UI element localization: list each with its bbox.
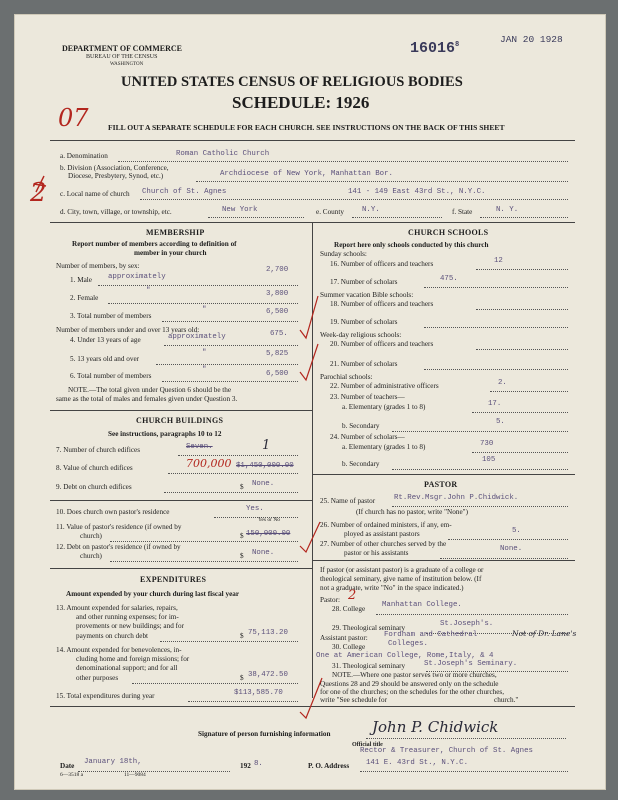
q19-label: 19. Number of scholars xyxy=(330,318,398,326)
q9-value: None. xyxy=(252,480,275,488)
q12-value: None. xyxy=(252,549,275,557)
state-value: N. Y. xyxy=(496,206,519,214)
q4-note: approximately xyxy=(168,333,226,341)
q6-note: " xyxy=(202,366,207,374)
q7-value: Seven. xyxy=(186,443,213,451)
denomination-label: a. Denomination xyxy=(60,152,108,160)
q23a-value: 17. xyxy=(488,400,502,408)
sunday-schools: Sunday schools: xyxy=(320,250,367,258)
q6-value: 6,500 xyxy=(266,370,289,378)
q13-line-4: payments on church debt xyxy=(76,632,149,640)
q13-line-2: and other running expenses; for im- xyxy=(76,613,179,621)
q25-label: 25. Name of pastor xyxy=(320,497,376,505)
q2-label: 2. Female xyxy=(70,294,99,302)
q7-label: 7. Number of church edifices xyxy=(56,446,141,454)
q24a-value: 730 xyxy=(480,440,494,448)
q28-label: 28. College xyxy=(332,605,366,613)
pastor-note-4b: church." xyxy=(494,696,519,704)
q25-value: Rt.Rev.Msgr.John P.Chidwick. xyxy=(394,494,519,502)
q15-label: 15. Total expenditures during year xyxy=(56,692,155,700)
q5-value: 5,825 xyxy=(266,350,289,358)
q8-correction: 700,000 xyxy=(186,457,232,470)
graduate-line-1: If pastor (or assistant pastor) is a graduate of a college or xyxy=(320,566,484,574)
q16-value: 12 xyxy=(494,257,503,265)
q14-line-4: other purposes xyxy=(76,674,119,682)
q3-note: " xyxy=(202,306,207,314)
q25-note: (If church has no pastor, write "None") xyxy=(356,508,468,516)
official-title-value: Rector & Treasurer, Church of St. Agnes xyxy=(360,747,533,755)
local-name-value: Church of St. Agnes xyxy=(142,188,227,196)
q1-note: approximately xyxy=(108,273,166,281)
q10-sub: Yes or No xyxy=(258,517,281,523)
year-prefix: 192 xyxy=(240,762,251,770)
division-label: b. Division (Association, Conference, xyxy=(60,164,169,172)
parochial-schools: Parochial schools: xyxy=(320,373,373,381)
one-at-american-college: One at American College, Rome,Italy, & 4 xyxy=(316,652,494,660)
q24-label: 24. Number of scholars— xyxy=(330,433,405,441)
age-intro: Number of members under and over 13 years old: xyxy=(56,326,200,334)
membership-note-1: NOTE.—The total given under Question 6 should be the xyxy=(68,386,232,394)
pastor-note-1: NOTE.—Where one pastor serves two or more churches, xyxy=(332,671,497,679)
division-value: Archdiocese of New York, Manhattan Bor. xyxy=(220,170,393,178)
instruction-line: FILL OUT A SEPARATE SCHEDULE FOR EACH CHURCH. SEE INSTRUCTIONS ON THE BACK OF THIS SHEET xyxy=(108,123,505,132)
header-rule xyxy=(50,140,575,141)
q30-handnote: Not of Dr. Lane's xyxy=(512,629,577,638)
q13-line-1: 13. Amount expended for salaries, repairs, xyxy=(56,604,178,612)
buildings-intro: See instructions, paragraphs 10 to 12 xyxy=(108,430,222,438)
members-by-sex: Number of members, by sex: xyxy=(56,262,140,270)
denomination-value: Roman Catholic Church xyxy=(176,150,270,158)
pastor-note-4: write "See schedule for xyxy=(320,696,387,704)
q23b-value: 5. xyxy=(496,418,505,426)
pastor-mark: 2 xyxy=(348,588,357,603)
summer-schools: Summer vacation Bible schools: xyxy=(320,291,414,299)
q24b-value: 105 xyxy=(482,456,496,464)
q26-line-1: 26. Number of ordained ministers, if any, em- xyxy=(320,521,452,529)
q23a-label: a. Elementary (grades 1 to 8) xyxy=(342,403,426,411)
department-name: DEPARTMENT OF COMMERCE xyxy=(62,44,183,53)
q16-label: 16. Number of officers and teachers xyxy=(330,260,434,268)
q27-line-1: 27. Number of other churches served by the xyxy=(320,540,447,548)
schools-heading: CHURCH SCHOOLS xyxy=(408,228,489,237)
signature-value: John P. Chidwick xyxy=(372,718,499,736)
q9-label: 9. Debt on church edifices xyxy=(56,483,132,491)
membership-intro-2: member in your church xyxy=(134,249,207,257)
address-value: 141 - 149 East 43rd St., N.Y.C. xyxy=(348,188,486,196)
q26-line-2: ployed as assistant pastors xyxy=(344,530,420,538)
q8-label: 8. Value of church edifices xyxy=(56,464,133,472)
county-value: N.Y. xyxy=(362,206,380,214)
bureau-name: BUREAU OF THE CENSUS xyxy=(86,54,158,60)
q4-label: 4. Under 13 years of age xyxy=(70,336,141,344)
q29-value: St.Joseph's. xyxy=(440,620,494,628)
q23-label: 23. Number of teachers— xyxy=(330,393,405,401)
form-title: UNITED STATES CENSUS OF RELIGIOUS BODIES xyxy=(121,74,463,90)
q28-value: Manhattan College. xyxy=(382,601,462,609)
expenditures-intro: Amount expended by your church during last fiscal year xyxy=(66,590,240,598)
county-label: e. County xyxy=(316,208,344,216)
q31-label: 31. Theological seminary xyxy=(332,662,406,670)
schedule-year: SCHEDULE: 1926 xyxy=(232,93,370,112)
pastor-note-2: Questions 28 and 29 should be answered only on the schedule xyxy=(320,680,499,688)
q24a-label: a. Elementary (grades 1 to 8) xyxy=(342,443,426,451)
division-label-2: Diocese, Presbytery, Synod, etc.) xyxy=(68,172,164,180)
signature-label: Signature of person furnishing information xyxy=(198,730,331,738)
q20-label: 20. Number of officers and teachers xyxy=(330,340,434,348)
q21-label: 21. Number of scholars xyxy=(330,360,398,368)
column-divider xyxy=(312,222,313,698)
q1-label: 1. Male xyxy=(70,276,92,284)
q6-label: 6. Total number of members xyxy=(70,372,152,380)
pastor-heading: PASTOR xyxy=(424,480,458,489)
pastor-label: Pastor: xyxy=(320,596,340,604)
q13-value: 75,113.20 xyxy=(248,629,288,637)
q24b-label: b. Secondary xyxy=(342,460,380,468)
q30-value-2: Colleges. xyxy=(388,640,428,648)
membership-intro-1: Report number of members according to definition of xyxy=(72,240,237,248)
q15-value: $113,585.70 xyxy=(234,689,283,697)
q1-value: 2,700 xyxy=(266,266,289,274)
q7-correction: 1 xyxy=(262,438,271,453)
q14-line-3: denominational support; and for all xyxy=(76,664,178,672)
city-label: d. City, town, village, or township, etc. xyxy=(60,208,172,216)
q10-label: 10. Does church own pastor's residence xyxy=(56,508,170,516)
city-value: New York xyxy=(222,206,258,214)
po-address-value: 141 E. 43rd St., N.Y.C. xyxy=(366,759,469,767)
graduate-line-2: theological seminary, give name of institution below. (If xyxy=(320,575,482,583)
q23b-label: b. Secondary xyxy=(342,422,380,430)
graduate-line-3: not a graduate, write "No" in the space indicated.) xyxy=(320,584,464,592)
stamp-number: 16016$^8$ xyxy=(410,40,460,57)
q30-label: 30. College xyxy=(332,643,366,651)
q8-value: $1,450,000.00 xyxy=(236,462,294,470)
date-label: Date xyxy=(60,762,75,770)
form-number: 6—3518 a xyxy=(60,772,84,778)
q11-label: 11. Value of pastor's residence (if owned by xyxy=(56,523,182,531)
q29-label: 29. Theological seminary xyxy=(332,624,406,632)
q2-value: 3,800 xyxy=(266,290,289,298)
q5-label: 5. 13 years old and over xyxy=(70,355,140,363)
q2-note: " xyxy=(146,287,151,295)
assistant-pastor-label: Assistant pastor: xyxy=(320,634,368,642)
print-number: 11—9084 xyxy=(124,772,146,778)
q17-value: 475. xyxy=(440,275,458,283)
q27-line-2: pastor or his assistants xyxy=(344,549,409,557)
membership-heading: MEMBERSHIP xyxy=(146,228,205,237)
q31-value: St.Joseph's Seminary. xyxy=(424,660,518,668)
local-name-label: c. Local name of church xyxy=(60,190,130,198)
buildings-heading: CHURCH BUILDINGS xyxy=(136,416,224,425)
q27-value: None. xyxy=(500,545,523,553)
q22-value: 2. xyxy=(498,379,507,387)
weekday-schools: Week-day religious schools: xyxy=(320,331,402,339)
q12-label: 12. Debt on pastor's residence (if owned by xyxy=(56,543,181,551)
q11-label-2: church) xyxy=(80,532,102,540)
q3-value: 6,500 xyxy=(266,308,289,316)
q13-line-3: provements or new buildings; and for xyxy=(76,622,184,630)
official-title-label: Official title xyxy=(352,742,383,748)
state-label: f. State xyxy=(452,208,473,216)
q11-value: 150,000.00 xyxy=(246,530,291,538)
margin-mark: 2 xyxy=(30,178,47,208)
red-code: 07 xyxy=(58,104,89,132)
schools-intro: Report here only schools conducted by this church xyxy=(334,241,489,249)
pastor-note-3: for one of the churches; on the schedules for the other churches, xyxy=(320,688,505,696)
q17-label: 17. Number of scholars xyxy=(330,278,398,286)
stamp-date: JAN 20 1928 xyxy=(500,34,563,45)
q14-line-1: 14. Amount expended for benevolences, in- xyxy=(56,646,182,654)
q10-value: Yes. xyxy=(246,505,264,513)
po-address-label: P. O. Address xyxy=(308,762,350,770)
bureau-city: WASHINGTON xyxy=(110,62,144,67)
year-value: 8. xyxy=(254,760,263,768)
q22-label: 22. Number of administrative officers xyxy=(330,382,439,390)
date-value: January 18th, xyxy=(84,758,142,766)
expenditures-heading: EXPENDITURES xyxy=(140,575,207,584)
q5-note: " xyxy=(202,349,207,357)
q18-label: 18. Number of officers and teachers xyxy=(330,300,434,308)
membership-note-2: same as the total of males and females given under Question 3. xyxy=(56,395,238,403)
q14-value: 38,472.50 xyxy=(248,671,288,679)
q30-value: Fordham and Cathedral xyxy=(384,631,478,639)
q26-value: 5. xyxy=(512,527,521,535)
q12-label-2: church) xyxy=(80,552,102,560)
q3-label: 3. Total number of members xyxy=(70,312,152,320)
q4-value: 675. xyxy=(270,330,288,338)
q14-line-2: cluding home and foreign missions; for xyxy=(76,655,190,663)
